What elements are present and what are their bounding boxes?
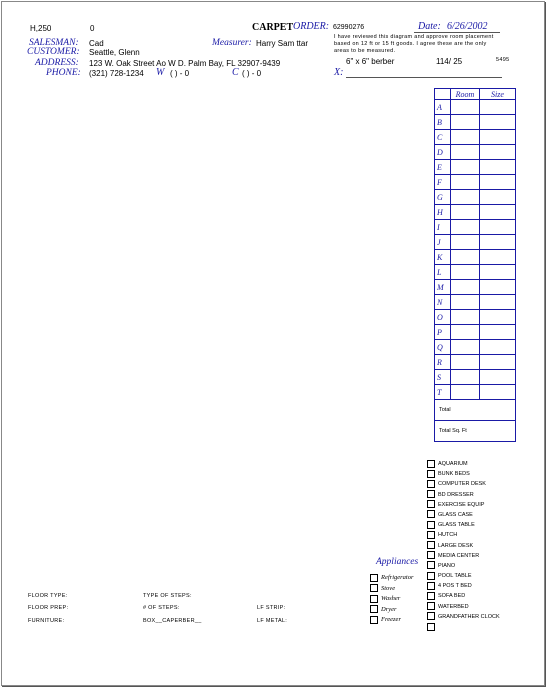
room-row [435, 100, 516, 115]
room-letter: I [435, 220, 451, 235]
furniture-item[interactable]: WATERBED [427, 602, 500, 612]
furniture-label: FURNITURE: [28, 618, 65, 624]
type-of-steps-label: TYPE OF STEPS: [143, 593, 192, 599]
room-row [435, 265, 516, 280]
furniture-item[interactable]: POOL TABLE [427, 571, 500, 581]
checkbox[interactable] [427, 480, 435, 488]
room-letter: M [435, 280, 451, 295]
room-row [435, 115, 516, 130]
room-column-header: Room [451, 89, 480, 100]
appliance-item[interactable]: Freezer [370, 615, 414, 626]
checkbox[interactable] [427, 551, 435, 559]
agreement-line-2: based on 12 ft or 15 ft goods. I agree these are the only [334, 41, 487, 47]
address-value: 123 W. Oak Street Ao W D. Palm Bay, FL 32907-9439 [89, 59, 281, 68]
product-fraction: 114/ 25 [436, 57, 463, 66]
customer-label: CUSTOMER: [27, 47, 80, 57]
room-row [435, 235, 516, 250]
floor-prep-label: FLOOR PREP: [28, 605, 69, 611]
total-row: Total [435, 400, 516, 421]
furniture-item[interactable]: COMPUTER DESK [427, 479, 500, 489]
checkbox[interactable] [427, 602, 435, 610]
room-row [435, 280, 516, 295]
checkbox[interactable] [427, 531, 435, 539]
room-letter: Q [435, 340, 451, 355]
appliances-title: Appliances [376, 557, 419, 567]
checkbox[interactable] [370, 616, 378, 624]
room-row [435, 145, 516, 160]
checkbox[interactable] [427, 541, 435, 549]
room-letter: S [435, 370, 451, 385]
header-code: H,250 [30, 24, 52, 33]
room-row [435, 130, 516, 145]
room-letter: F [435, 175, 451, 190]
phone-label: PHONE: [46, 68, 81, 78]
furniture-item[interactable]: GLASS TABLE [427, 520, 500, 530]
room-row [435, 295, 516, 310]
checkbox[interactable] [370, 605, 378, 613]
room-row [435, 385, 516, 400]
header-zero: 0 [90, 24, 95, 33]
signature-label: X: [334, 67, 344, 78]
date-underline [414, 32, 500, 33]
measurer-value: Harry Sam ttar [256, 39, 309, 48]
room-letter: C [435, 130, 451, 145]
furniture-item[interactable]: EXERCISE EQUIP [427, 500, 500, 510]
date-label: Date: [418, 21, 441, 32]
order-label: ORDER: [293, 21, 330, 32]
agreement-line-3: areas to be measured. [334, 48, 396, 54]
checkbox[interactable] [370, 584, 378, 592]
room-row [435, 160, 516, 175]
room-row [435, 250, 516, 265]
room-letter: T [435, 385, 451, 400]
total-sqft-row: Total Sq. Ft [435, 421, 516, 442]
room-letter: D [435, 145, 451, 160]
checkbox[interactable] [370, 595, 378, 603]
checkbox[interactable] [427, 490, 435, 498]
room-letter: P [435, 325, 451, 340]
checkbox[interactable] [427, 470, 435, 478]
work-phone-label: W [156, 67, 165, 78]
lf-metal-label: LF METAL: [257, 618, 288, 624]
room-size-table [434, 88, 516, 442]
appliance-item[interactable]: Washer [370, 594, 414, 605]
checkbox[interactable] [427, 612, 435, 620]
furniture-checklist [427, 459, 500, 632]
room-letter: E [435, 160, 451, 175]
room-letter: N [435, 295, 451, 310]
checkbox[interactable] [427, 460, 435, 468]
furniture-item[interactable] [427, 622, 500, 632]
checkbox[interactable] [427, 572, 435, 580]
checkbox[interactable] [427, 592, 435, 600]
floor-type-label: FLOOR TYPE: [28, 593, 68, 599]
product-description: 6" x 6" berber [346, 57, 395, 66]
checkbox[interactable] [427, 500, 435, 508]
measurer-label: Measurer: [212, 38, 252, 48]
cell-phone-label: C [232, 67, 239, 78]
room-letter: G [435, 190, 451, 205]
agreement-line-1: I have reviewed this diagram and approve room placement [334, 34, 494, 40]
room-row [435, 190, 516, 205]
customer-value: Seattle, Glenn [89, 48, 140, 57]
furniture-item[interactable]: GRANDFATHER CLOCK [427, 612, 500, 622]
room-letter: O [435, 310, 451, 325]
checkbox[interactable] [427, 510, 435, 518]
room-row [435, 325, 516, 340]
appliances-checklist [370, 573, 414, 626]
room-letter: R [435, 355, 451, 370]
box-caps-label: BOX__CAPERBER__ [143, 618, 202, 624]
furniture-item[interactable]: LARGE DESK [427, 541, 500, 551]
appliance-item[interactable]: Stove [370, 584, 414, 595]
furniture-item[interactable]: MEDIA CENTER [427, 551, 500, 561]
checkbox[interactable] [427, 623, 435, 631]
signature-line [346, 77, 502, 78]
furniture-item[interactable]: SOFA BED [427, 591, 500, 601]
furniture-item[interactable]: PIANO [427, 561, 500, 571]
checkbox[interactable] [427, 582, 435, 590]
room-row [435, 340, 516, 355]
room-letter: A [435, 100, 451, 115]
room-letter: L [435, 265, 451, 280]
date-value: 6/26/2002 [447, 21, 488, 32]
room-letter: J [435, 235, 451, 250]
checkbox[interactable] [427, 561, 435, 569]
work-phone-value: ( ) - 0 [170, 69, 190, 78]
appliance-item[interactable]: Refrigerator [370, 573, 414, 584]
size-column-header: Size [480, 89, 516, 100]
furniture-item[interactable]: 4 POS T BED [427, 581, 500, 591]
room-row [435, 370, 516, 385]
furniture-item[interactable]: HUTCH [427, 530, 500, 540]
address-label: ADDRESS: [35, 58, 79, 68]
lf-strip-label: LF STRIP: [257, 605, 286, 611]
product-code: 5495 [496, 57, 510, 63]
room-row [435, 220, 516, 235]
room-row [435, 175, 516, 190]
room-letter: K [435, 250, 451, 265]
furniture-item[interactable]: BD DRESSER [427, 490, 500, 500]
order-number: 62990276 [333, 24, 365, 31]
phone-value: (321) 728-1234 [89, 69, 144, 78]
furniture-item[interactable]: BUNK BEDS [427, 469, 500, 479]
room-letter: B [435, 115, 451, 130]
room-row [435, 310, 516, 325]
room-row [435, 355, 516, 370]
appliance-item[interactable]: Dryer [370, 605, 414, 616]
furniture-item[interactable]: AQUARIUM [427, 459, 500, 469]
checkbox[interactable] [427, 521, 435, 529]
checkbox[interactable] [370, 574, 378, 582]
room-row [435, 205, 516, 220]
furniture-item[interactable]: GLASS CASE [427, 510, 500, 520]
salesman-label: SALESMAN: [29, 38, 79, 48]
cell-phone-value: ( ) - 0 [242, 69, 262, 78]
number-of-steps-label: # OF STEPS: [143, 605, 180, 611]
form-title: CARPET [252, 22, 294, 33]
salesman-value: Cad [89, 39, 104, 48]
room-letter: H [435, 205, 451, 220]
